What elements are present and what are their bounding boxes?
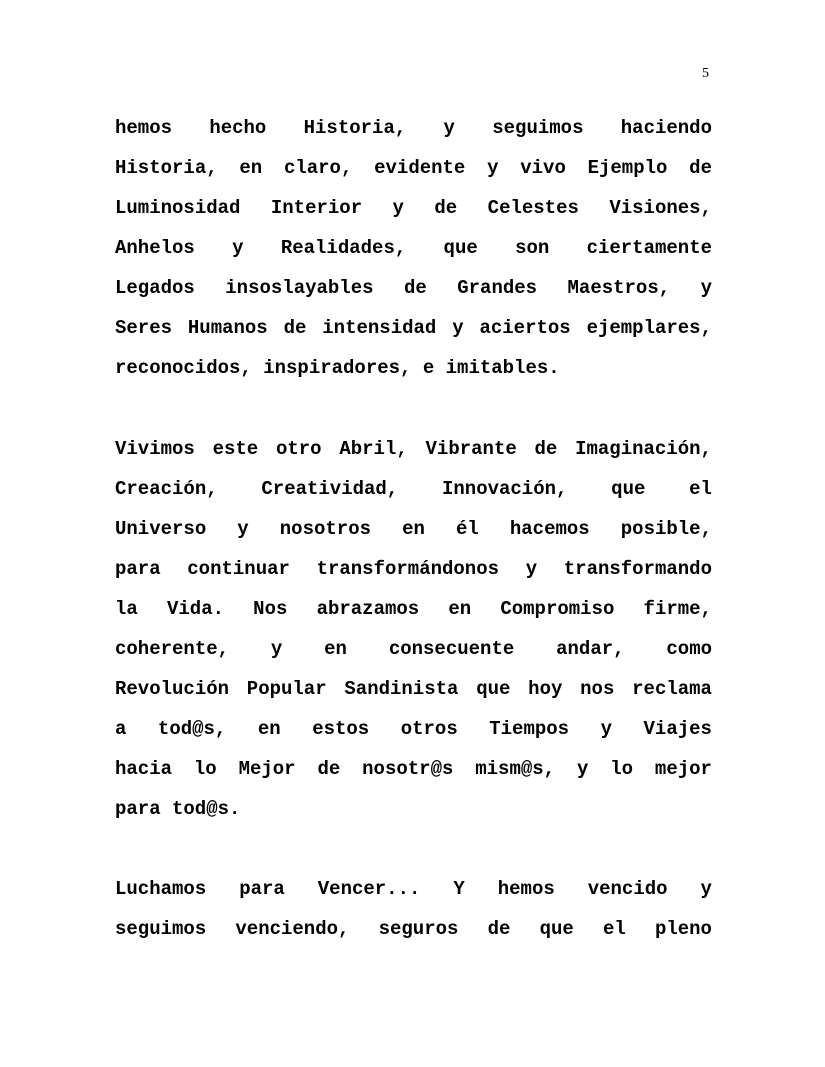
text-line [115,709,712,749]
word: Seres [115,317,173,339]
text-line [115,469,712,509]
word: para [115,798,161,820]
word: hecho [209,117,267,139]
word: Y [453,878,465,900]
word: lo [610,758,634,780]
word: ciertamente [586,237,712,259]
word: mejor [654,758,712,780]
word: Imaginación, [575,438,712,460]
word: Vida. [166,598,224,620]
text-line [115,669,712,709]
word: que [611,478,646,500]
text-line [115,789,712,829]
page-number: 5 [702,66,709,81]
text-line [115,228,712,268]
word: nos [580,678,615,700]
word: posible, [620,518,712,540]
word: evidente [374,157,466,179]
word: de [317,758,341,780]
word: estos [312,718,370,740]
word: hoy [528,678,563,700]
word: en [257,718,281,740]
word: reconocidos, [115,357,252,379]
word: Sandinista [344,678,459,700]
word: firme, [643,598,712,620]
word: hacia [115,758,173,780]
word: inspiradores, [263,357,412,379]
word: de [283,317,307,339]
word: pleno [654,918,712,940]
word: hemos [497,878,555,900]
word: Ejemplo [587,157,668,179]
text-line [115,549,712,589]
word: Legados [115,277,195,299]
word: seguimos [115,918,207,940]
word: y [700,878,712,900]
word: Realidades, [280,237,407,259]
word: hemos [115,117,173,139]
word: son [515,237,550,259]
word: Creatividad, [261,478,399,500]
word: coherente, [115,638,230,660]
word: a [115,718,127,740]
word: el [689,478,712,500]
word: el [602,918,626,940]
word: insoslayables [225,277,374,299]
word: de [534,438,558,460]
word: reclama [632,678,712,700]
word: Popular [246,678,327,700]
word: Interior [270,197,363,219]
word: este [212,438,259,460]
text-line [115,909,712,949]
word: tod@s. [172,798,241,820]
word: y [392,197,404,219]
word: y [237,518,249,540]
word: Abril, [339,438,408,460]
word: Visiones, [609,197,712,219]
word: Tiempos [489,718,570,740]
word: Revolución [115,678,230,700]
word: continuar [187,558,290,580]
word: nosotros [279,518,371,540]
word: de [403,277,427,299]
word: claro, [283,157,353,179]
word: y [232,237,244,259]
text-line [115,348,712,388]
word: ejemplares, [586,317,712,339]
word: otro [275,438,322,460]
word: transformándonos [316,558,500,580]
word: lo [193,758,217,780]
text-line [115,188,712,228]
text-line [115,148,712,188]
word: la [115,598,138,620]
word: venciendo, [235,918,350,940]
word: Viajes [643,718,712,740]
word: nosotr@s [362,758,454,780]
word: Anhelos [115,237,195,259]
text-line [115,509,712,549]
paragraph-2 [115,429,712,829]
word: transformando [563,558,712,580]
paragraph-3 [115,869,712,949]
word: Creación, [115,478,218,500]
word: tod@s, [157,718,227,740]
word: que [476,678,511,700]
word: vivo [520,157,566,179]
word: que [539,918,574,940]
word: Celestes [487,197,579,219]
word: de [689,157,712,179]
word: en [239,157,263,179]
word: abrazamos [316,598,420,620]
word: Vencer... [317,878,421,900]
text-line [115,308,712,348]
word: andar, [556,638,625,660]
word: imitables. [445,357,560,379]
word: y [700,277,712,299]
word: Historia, [115,157,218,179]
word: y [452,317,464,339]
text-line [115,268,712,308]
text-line [115,429,712,469]
word: de [487,918,511,940]
word: que [443,237,478,259]
word: y [525,558,538,580]
word: vencido [587,878,668,900]
word: Grandes [457,277,538,299]
word: Luminosidad [115,197,241,219]
word: en [448,598,472,620]
paragraph-1 [115,108,712,388]
word: seguros [378,918,459,940]
text-line [115,869,712,909]
word: Mejor [238,758,296,780]
word: Humanos [187,317,268,339]
word: seguimos [492,117,584,139]
word: y [487,157,499,179]
word: él [455,518,479,540]
word: Historia, [303,117,407,139]
text-line [115,629,712,669]
word: y [270,638,283,660]
word: de [434,197,458,219]
word: intensidad [322,317,437,339]
word: Luchamos [115,878,207,900]
word: para [115,558,161,580]
word: y [600,718,612,740]
word: aciertos [479,317,571,339]
word: Vivimos [115,438,195,460]
word: Compromiso [500,598,615,620]
word: Innovación, [441,478,568,500]
word: como [666,638,712,660]
word: en [324,638,347,660]
text-line [115,749,712,789]
word: hacemos [509,518,590,540]
word: en [402,518,425,540]
text-line [115,589,712,629]
word: para [239,878,285,900]
word: Maestros, [567,277,671,299]
word: consecuente [388,638,515,660]
word: haciendo [620,117,712,139]
word: e [422,357,435,379]
word: mism@s, [475,758,556,780]
word: Universo [115,518,207,540]
word: Vibrante [425,438,517,460]
word: y [576,758,589,780]
text-line [115,108,712,148]
word: otros [400,718,458,740]
word: Nos [253,598,288,620]
word: y [443,117,455,139]
